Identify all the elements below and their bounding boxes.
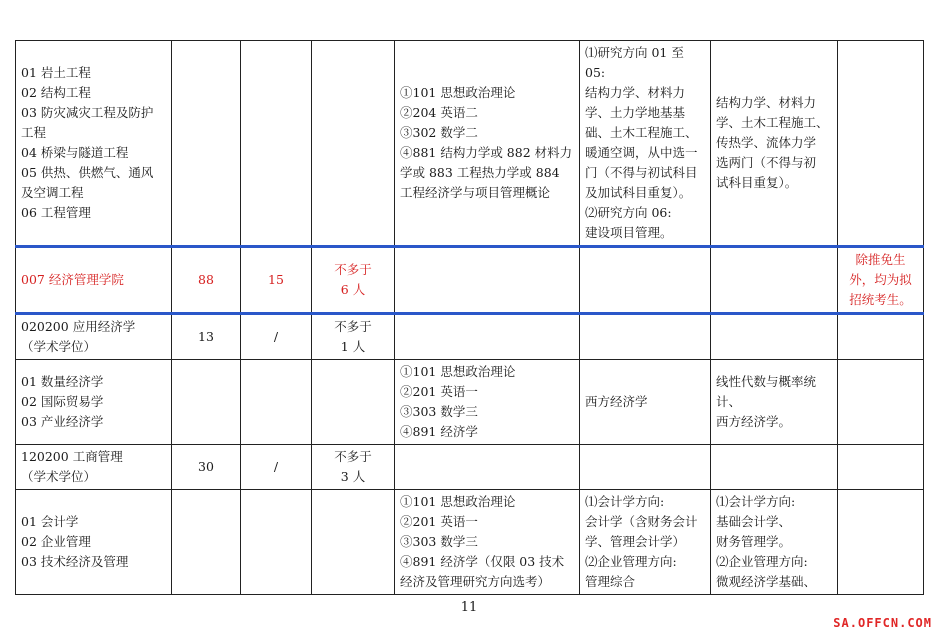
cell-line: 学或 883 工程热力学或 884 <box>400 165 560 180</box>
cell-line: 不多于 <box>334 262 372 277</box>
table-cell <box>838 490 924 595</box>
table-cell <box>580 490 711 595</box>
cell-line: 招统考生。 <box>849 292 912 307</box>
cell-line: 6 人 <box>340 282 366 297</box>
table-cell <box>711 247 838 314</box>
cell-line: 学、管理会计学） <box>585 534 686 549</box>
cell-line: ①101 思想政治理论 <box>400 494 516 509</box>
table-row <box>16 247 924 314</box>
table-cell <box>16 41 172 247</box>
cell-line: 会计学（含财务会计 <box>585 514 698 529</box>
table-cell <box>312 490 395 595</box>
table-cell <box>838 445 924 490</box>
table-cell <box>838 360 924 445</box>
cell-line: 传热学、流体力学 <box>716 135 817 150</box>
cell-line: 基础会计学、 <box>716 514 792 529</box>
cell-line: ④881 结构力学或 882 材料力 <box>400 145 573 160</box>
cell-line: ②201 英语一 <box>400 514 478 529</box>
table-cell <box>838 247 924 314</box>
cell-line: 05: <box>585 65 606 80</box>
table-cell <box>241 490 312 595</box>
cell-line: 04 桥梁与隧道工程 <box>21 145 129 160</box>
cell-line: 结构力学、材料力 <box>585 85 686 100</box>
cell-line: 03 技术经济及管理 <box>21 554 129 569</box>
cell-line: 03 防灾减灾工程及防护 <box>21 105 154 120</box>
table-cell <box>395 445 580 490</box>
cell-line: 1 人 <box>340 339 366 354</box>
cell-line: ③303 数学三 <box>400 534 478 549</box>
cell-line: ④891 经济学 <box>400 424 478 439</box>
table-cell <box>16 360 172 445</box>
cell-line: 工程经济学与项目管理概论 <box>400 185 551 200</box>
cell-line: 不多于 <box>334 449 372 464</box>
table-cell <box>395 314 580 360</box>
table-cell <box>16 490 172 595</box>
table-cell <box>312 360 395 445</box>
cell-line: 及加试科目重复）。 <box>585 185 692 200</box>
table-cell: / <box>241 314 312 360</box>
table-cell: 88 <box>172 247 241 314</box>
cell-line: 计、 <box>716 394 742 409</box>
table-cell <box>312 41 395 247</box>
table-cell: 30 <box>172 445 241 490</box>
table-cell <box>580 314 711 360</box>
table-cell <box>312 314 395 360</box>
cell-line: 学、土力学地基基 <box>585 105 686 120</box>
table-cell: / <box>241 445 312 490</box>
cell-line: ③302 数学二 <box>400 125 478 140</box>
page-number: 11 <box>460 600 478 615</box>
table-cell <box>838 314 924 360</box>
table-cell <box>580 445 711 490</box>
cell-line: ②201 英语一 <box>400 384 478 399</box>
cell-line: ⑴会计学方向: <box>716 494 796 509</box>
table-cell <box>172 41 241 247</box>
table-cell <box>16 314 172 360</box>
cell-line: 02 结构工程 <box>21 85 91 100</box>
cell-line: 及空调工程 <box>21 185 84 200</box>
cell-line: 门（不得与初试科目 <box>585 165 698 180</box>
table-cell: 13 <box>172 314 241 360</box>
table-cell <box>580 247 711 314</box>
cell-line: 02 企业管理 <box>21 534 91 549</box>
table-row <box>16 445 924 490</box>
table-cell <box>16 247 172 314</box>
cell-line: ①101 思想政治理论 <box>400 364 516 379</box>
cell-line: ④891 经济学（仅限 03 技术 <box>400 554 565 569</box>
cell-line: ⑵企业管理方向: <box>716 554 808 569</box>
cell-line: 暖通空调，从中选一 <box>585 145 698 160</box>
cell-line: 除推免生 <box>855 252 906 267</box>
table-cell <box>395 41 580 247</box>
table-cell <box>711 445 838 490</box>
cell-line: 01 会计学 <box>21 514 79 529</box>
table-cell <box>312 247 395 314</box>
cell-line: ③303 数学三 <box>400 404 478 419</box>
table-cell <box>16 445 172 490</box>
cell-line: ⑴会计学方向: <box>585 494 665 509</box>
table-cell <box>395 247 580 314</box>
table-cell <box>241 41 312 247</box>
table-cell <box>580 41 711 247</box>
cell-line: 01 岩土工程 <box>21 65 91 80</box>
cell-line: 01 数量经济学 <box>21 374 104 389</box>
cell-line: 西方经济学。 <box>716 414 792 429</box>
cell-line: 007 经济管理学院 <box>21 272 124 287</box>
admissions-table <box>15 40 924 595</box>
table-cell <box>312 445 395 490</box>
table-row <box>16 41 924 247</box>
table-cell <box>711 360 838 445</box>
table-row <box>16 360 924 445</box>
table-cell <box>172 360 241 445</box>
site-watermark: SA.OFFCN.COM <box>833 616 932 630</box>
table-body <box>16 41 924 595</box>
table-row <box>16 314 924 360</box>
cell-line: ⑵企业管理方向: <box>585 554 677 569</box>
cell-line: 05 供热、供燃气、通风 <box>21 165 154 180</box>
cell-line: ⑵研究方向 06: <box>585 205 672 220</box>
cell-line: 线性代数与概率统 <box>716 374 817 389</box>
table-cell <box>172 490 241 595</box>
table-cell <box>395 360 580 445</box>
cell-line: 不多于 <box>334 319 372 334</box>
table-cell <box>395 490 580 595</box>
cell-line: 06 工程管理 <box>21 205 91 220</box>
cell-line: ⑴研究方向 01 至 <box>585 45 684 60</box>
cell-line: （学术学位） <box>21 339 97 354</box>
cell-line: 经济及管理研究方向选考） <box>400 574 551 589</box>
cell-line: 03 产业经济学 <box>21 414 104 429</box>
cell-line: 工程 <box>21 125 47 140</box>
cell-line: 120200 工商管理 <box>21 449 123 464</box>
cell-line: 学、土木工程施工、 <box>716 115 829 130</box>
table-cell <box>711 41 838 247</box>
table-cell <box>580 360 711 445</box>
cell-line: （学术学位） <box>21 469 97 484</box>
table-cell <box>241 360 312 445</box>
table-cell <box>711 490 838 595</box>
cell-line: 外，均为拟 <box>849 272 912 287</box>
cell-line: 选两门（不得与初 <box>716 155 817 170</box>
cell-line: 建设项目管理。 <box>585 225 673 240</box>
table-row <box>16 490 924 595</box>
cell-line: 础、土木工程施工、 <box>585 125 698 140</box>
table-cell <box>838 41 924 247</box>
cell-line: 试科目重复）。 <box>716 175 798 190</box>
cell-line: ①101 思想政治理论 <box>400 85 516 100</box>
cell-line: 西方经济学 <box>585 394 648 409</box>
cell-line: 微观经济学基础、 <box>716 574 817 589</box>
cell-line: 3 人 <box>340 469 366 484</box>
cell-line: 管理综合 <box>585 574 636 589</box>
table-cell: 15 <box>241 247 312 314</box>
cell-line: 结构力学、材料力 <box>716 95 817 110</box>
table-cell <box>711 314 838 360</box>
cell-line: ②204 英语二 <box>400 105 478 120</box>
cell-line: 020200 应用经济学 <box>21 319 136 334</box>
cell-line: 02 国际贸易学 <box>21 394 104 409</box>
cell-line: 财务管理学。 <box>716 534 792 549</box>
